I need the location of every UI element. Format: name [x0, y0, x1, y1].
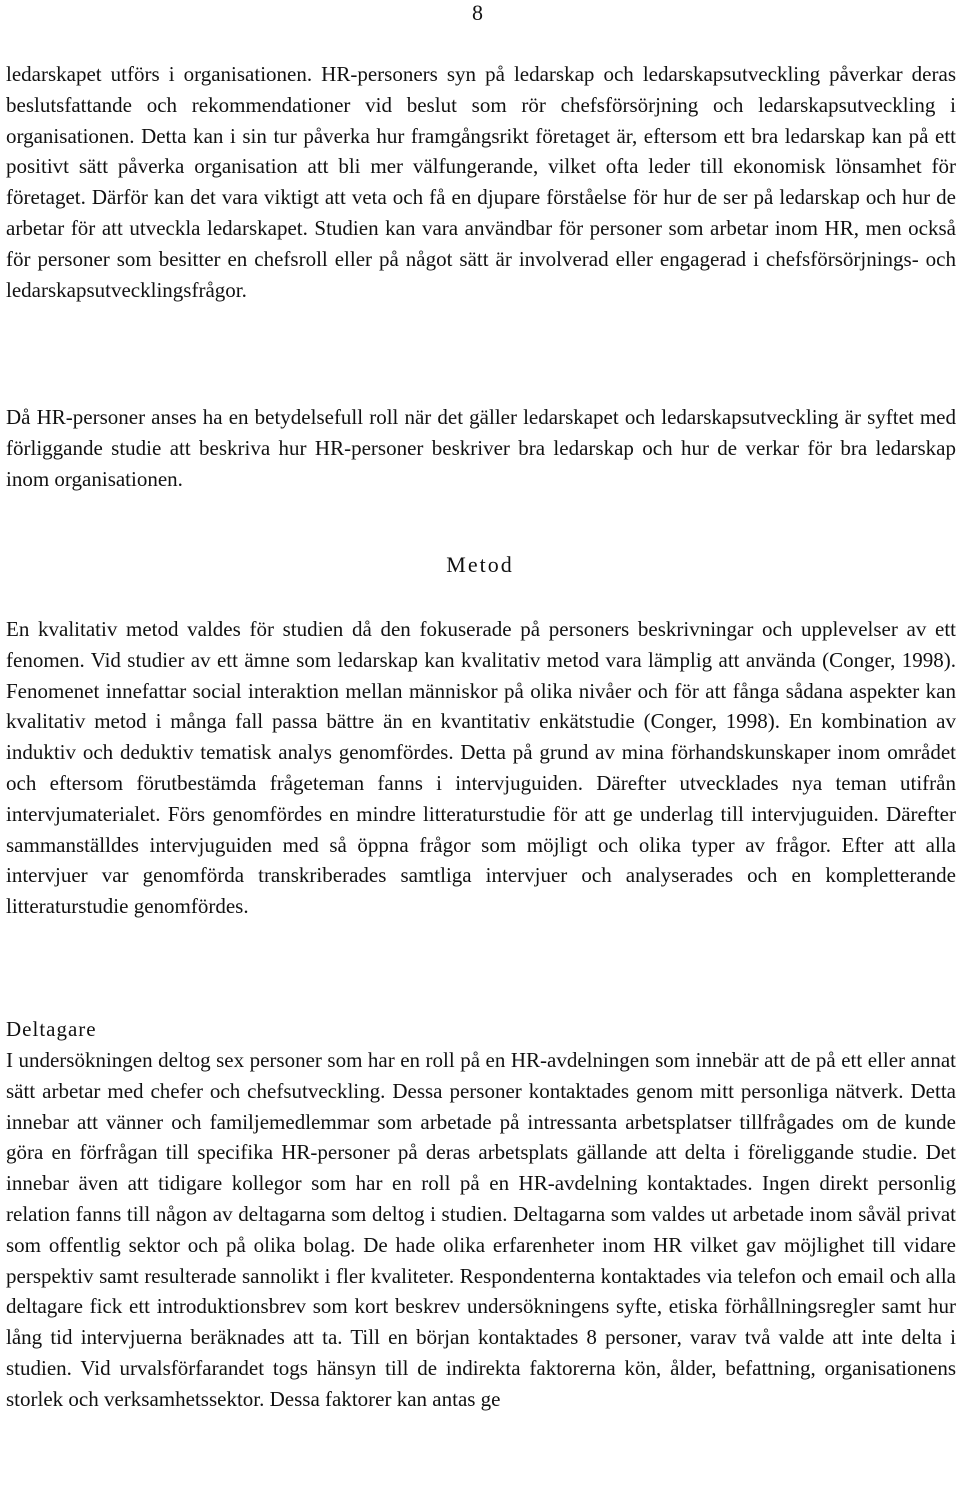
- intro-paragraph-2: Då HR-personer anses ha en betydelsefull roll när det gäller ledarskapet och ledarskapsutveckling är syftet med förliggande studie att beskriva hur HR-personer beskriver bra ledarskap och hur de verkar för bra ledarskap inom organisationen.: [6, 405, 956, 491]
- page-number: 8: [472, 0, 483, 25]
- metod-paragraph: En kvalitativ metod valdes för studien då den fokuserade på personers beskrivningar och upplevelser av ett fenomen. Vid studier av ett ämne som ledarskap kan kvalitativ metod vara lämplig att använda (Conger, 1998). Fenomenet innefattar social interaktion mellan människor på olika nivåer och för att fånga sådana aspekter kan kvalitativ metod i många fall passa bättre än en kvantitativ enkätstudie (Conger, 1998). En kombination av induktiv och deduktiv tematisk analys genomfördes. Detta på grund av mina förhandskunskaper inom området och eftersom förutbestämda frågeteman fanns i intervjuguiden. Därefter utvecklades nya teman utifrån intervjumaterialet. Förs genomfördes en mindre litteraturstudie för att ge underlag till intervjuguiden. Därefter sammanställdes intervjuguiden med så öppna frågor som möjligt och olika typer av frågor. Efter att alla intervjuer var genomförda transkriberades samtliga intervjuer och analyserades och en kompletterande litteraturstudie genomfördes.: [6, 617, 956, 919]
- deltagare-paragraph: I undersökningen deltog sex personer som har en roll på en HR-avdelningen som innebär att de på ett eller annat sätt arbetar med chefer och chefsutveckling. Dessa personer kontaktades genom mitt personliga nätverk. Detta innebar att vänner och familjemedlemmar som arbetade på intressanta arbetsplatser tillfrågades om de kunde göra en förfrågan till specifika HR-personer på deras arbetsplats gällande att delta i föreliggande studie. Det innebar även att tidigare kollegor som har en roll på en HR-avdelning kontaktades. Ingen direkt personlig relation fanns till någon av deltagarna som deltog i studien. Deltagarna som valdes ut arbetade inom såväl privat som offentlig sektor och på olika bolag. De hade olika erfarenheter inom HR vilket gav möjlighet till vidare perspektiv samt resulterade sannolikt i fler kvaliteter. Respondenterna kontaktades via telefon och email och alla deltagare fick ett introduktionsbrev som kort beskrev undersökningens syfte, etiska förhållningsregler samt hur lång tid intervjuerna beräknades att ta. Till en början kontaktades 8 personer, varav två valde att inte delta i studien. Vid urvalsförfarandet togs hänsyn till de indirekta faktorerna kön, ålder, befattning, organisationens storlek och verksamhetssektor. Dessa faktorer kan antas ge: [6, 1048, 956, 1411]
- intro-paragraph-1: ledarskapet utförs i organisationen. HR-personers syn på ledarskap och ledarskapsutveckling påverkar deras beslutsfattande och rekommendationer vid beslut som rör chefsförsörjning och ledarskapsutveckling i organisationen. Detta kan i sin tur påverka hur framgångsrikt företaget är, eftersom ett bra ledarskap kan på ett positivt sätt påverka organisation att bli mer välfungerande, vilket ofta leder till ekonomisk lönsamhet för företaget. Därför kan det vara viktigt att veta och få en djupare förståelse för hur de ser på ledarskap och hur de arbetar för att utveckla ledarskapet. Studien kan vara användbar för personer som arbetar inom HR, men också för personer som besitter en chefsroll eller på något sätt är involverad eller engagerad i chefsförsörjnings- och ledarskapsutvecklingsfrågor.: [6, 62, 956, 302]
- section-heading-metod: Metod: [446, 552, 514, 577]
- subsection-heading-deltagare: Deltagare: [6, 1017, 97, 1041]
